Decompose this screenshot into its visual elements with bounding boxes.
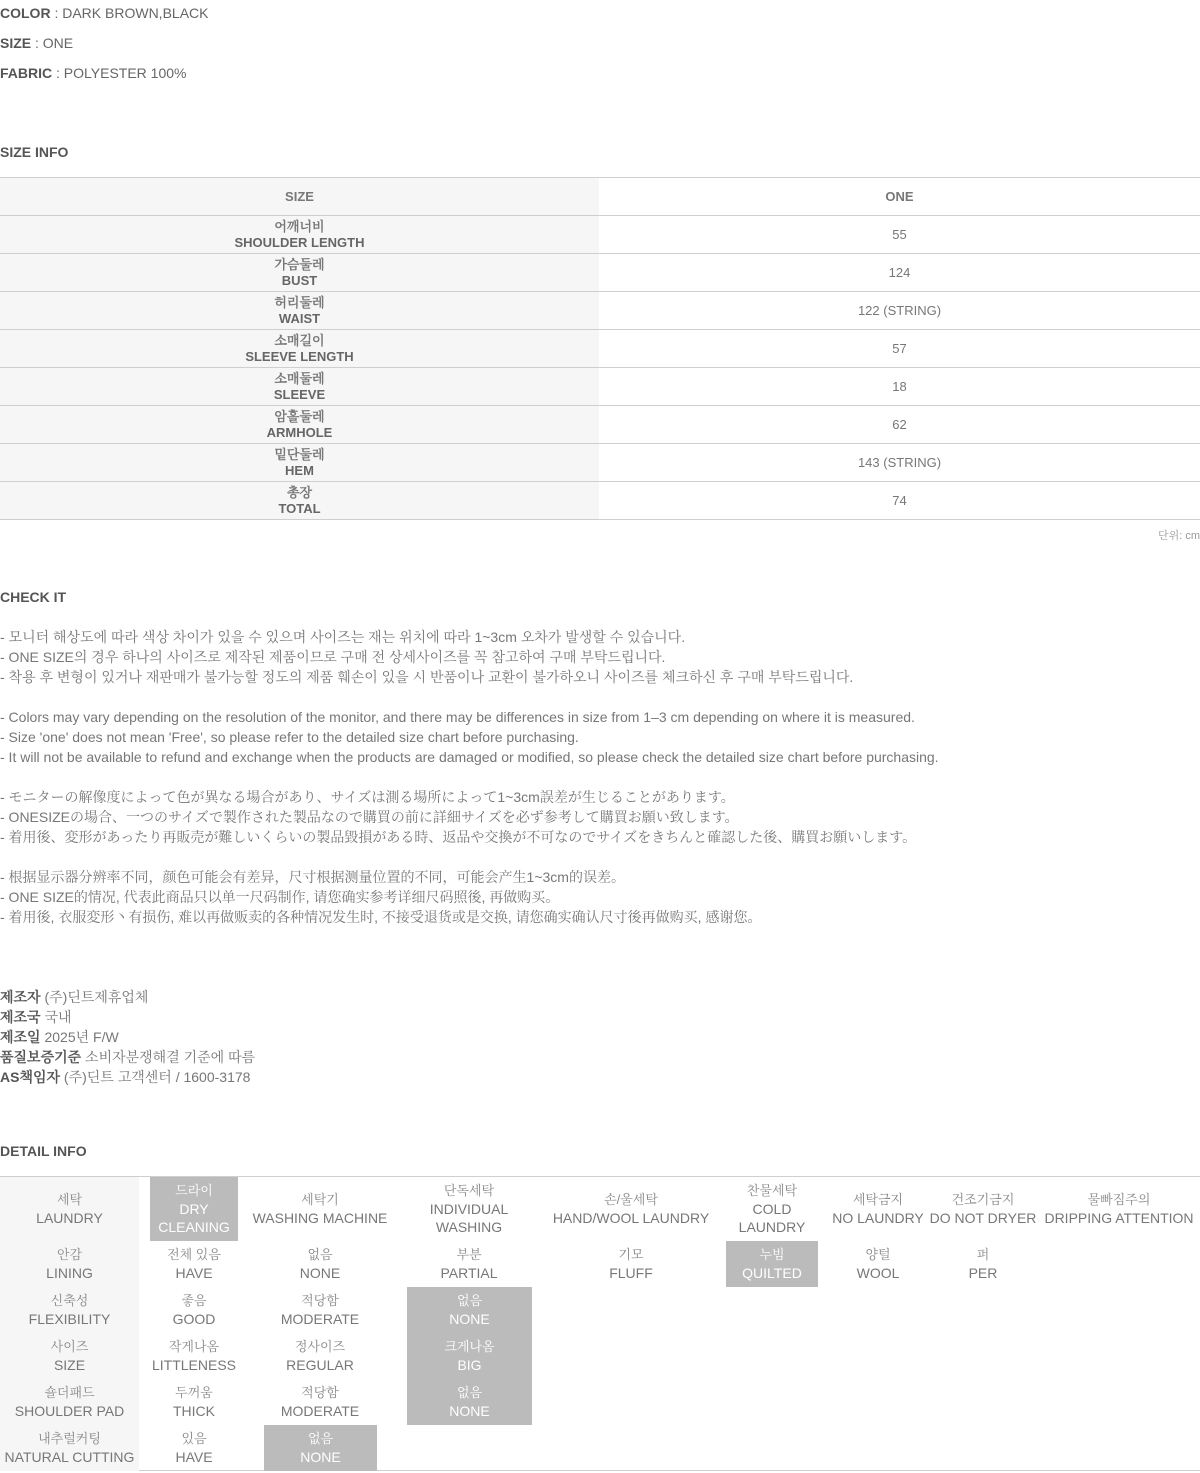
note-line: - ONE SIZE的情况, 代表此商品只以单一尺码制作, 请您确实参考详细尺码照後, 再做购买。	[0, 889, 560, 905]
detail-option-selected	[726, 1241, 818, 1287]
detail-row-label-en: SIZE	[53, 1357, 86, 1373]
maker-value: 소비자분쟁해결 기준에 따름	[81, 1049, 256, 1065]
detail-option-en: THICK	[173, 1403, 215, 1419]
measure-label-en: TOTAL	[278, 500, 321, 516]
detail-option	[832, 1177, 924, 1241]
detail-option	[252, 1241, 388, 1287]
note-line: - Size 'one' does not mean 'Free', so please refer to the detailed size chart before purchasing.	[0, 729, 579, 745]
note-line: - 모니터 해상도에 따라 색상 차이가 있을 수 있으며 사이즈는 재는 위치에 따라 1~3cm 오차가 발생할 수 있습니다.	[0, 629, 686, 645]
note-line: - 착용 후 변형이 있거나 재판매가 불가능할 정도의 제품 훼손이 있을 시 반품이나 교환이 불가하오니 사이즈를 체크하신 후 구매 부탁드립니다.	[0, 669, 854, 685]
note-line: - 根据显示器分辨率不同，颜色可能会有差异，尺寸根据测量位置的不同，可能会产生1~3cm的误差。	[0, 869, 625, 885]
detail-option	[1044, 1177, 1194, 1241]
size-table	[0, 177, 1200, 520]
measure-value: 55	[599, 216, 1200, 254]
detail-option-ko: 적당함	[301, 1293, 339, 1308]
measure-label	[0, 330, 599, 368]
detail-option-ko: 세탁금지	[852, 1192, 904, 1207]
detail-option-ko: 없음	[456, 1293, 483, 1308]
detail-option-en: HAND/WOOL LAUNDRY	[552, 1210, 710, 1226]
detail-option-ko: 정사이즈	[294, 1339, 346, 1354]
spec-fabric-value: : POLYESTER 100%	[52, 65, 187, 81]
detail-option-en: PER	[968, 1265, 998, 1281]
measure-label-ko: 총장	[286, 484, 313, 500]
detail-row-label	[0, 1333, 139, 1379]
detail-option-selected	[407, 1287, 532, 1333]
detail-option	[252, 1177, 388, 1241]
detail-option-en: DRY CLEANING	[158, 1201, 230, 1235]
measure-label-ko: 어깨너비	[274, 218, 325, 234]
measure-label-en: SHOULDER LENGTH	[234, 234, 365, 250]
maker-label: 품질보증기준	[0, 1049, 82, 1065]
measure-label-ko: 소매둘레	[274, 370, 325, 386]
detail-option-en: PARTIAL	[440, 1265, 498, 1281]
table-row	[0, 216, 1200, 254]
note-line: - Colors may vary depending on the resolution of the monitor, and there may be differences in size from 1–3 cm depending on where it is measured.	[0, 709, 915, 725]
measure-value: 124	[599, 254, 1200, 292]
note-line: - 着用後, 衣服変形丶有损伤, 难以再做贩卖的各种情况发生时, 不接受退货或是交换, 请您确实确认尺寸後再做购买, 感谢您。	[0, 909, 762, 925]
table-row	[0, 406, 1200, 444]
detail-option-ko: 기모	[618, 1247, 644, 1262]
detail-option	[718, 1177, 826, 1241]
note-line: - It will not be available to refund and exchange when the products are damaged or modified, so please check the detailed size chart before purchasing.	[0, 749, 939, 765]
measure-label-en: HEM	[285, 462, 314, 478]
maker-label: 제조자	[0, 989, 41, 1005]
detail-option-en: DRIPPING ATTENTION	[1044, 1210, 1194, 1226]
detail-option	[150, 1287, 238, 1333]
maker-line	[0, 1007, 255, 1027]
maker-label: AS책임자	[0, 1069, 61, 1085]
detail-option-en: NONE	[299, 1265, 341, 1281]
detail-option-en: REGULAR	[286, 1357, 354, 1373]
detail-option	[552, 1177, 710, 1241]
detail-option	[252, 1333, 388, 1379]
detail-option-en: NO LAUNDRY	[832, 1210, 924, 1226]
detail-option-ko: 작게나옴	[168, 1339, 220, 1354]
maker-value: 국내	[40, 1009, 72, 1025]
check-it-notes	[0, 627, 939, 927]
measure-value: 62	[599, 406, 1200, 444]
spec-size-label: SIZE	[0, 35, 32, 51]
detail-option-ko: 전체 있음	[167, 1247, 221, 1262]
detail-option-en: COLD LAUNDRY	[738, 1201, 806, 1235]
detail-option-ko: 부분	[456, 1247, 482, 1262]
maker-label: 제조국	[0, 1009, 41, 1025]
spec-fabric	[0, 63, 186, 83]
measure-label-ko: 밑단둘레	[274, 446, 325, 462]
maker-line	[0, 1027, 255, 1047]
detail-option-en: HAVE	[175, 1449, 213, 1465]
spec-size-value: : ONE	[31, 35, 74, 51]
unit-note: 단위: cm	[1157, 530, 1200, 542]
detail-row-label-ko: 사이즈	[50, 1339, 89, 1354]
size-table-header	[0, 178, 1200, 216]
detail-option	[252, 1379, 388, 1425]
detail-option-ko: 건조기금지	[951, 1192, 1015, 1207]
measure-label	[0, 444, 599, 482]
table-row	[0, 330, 1200, 368]
maker-line	[0, 1047, 255, 1067]
detail-row-label	[0, 1379, 139, 1425]
detail-row-label-en: SHOULDER PAD	[14, 1403, 125, 1419]
detail-option-ko: 크게나옴	[444, 1339, 495, 1354]
spec-size	[0, 33, 73, 53]
maker-line	[0, 1067, 255, 1087]
measure-value: 122 (STRING)	[599, 292, 1200, 330]
size-info-heading: SIZE INFO	[0, 144, 69, 160]
note-line: - 着用後、変形があったり再販売が難しいくらいの製品毀損がある時、返品や交換が不可なのでサイズをきちんと確認した後、購買お願いします。	[0, 829, 917, 845]
detail-option-ko: 세탁기	[301, 1192, 339, 1207]
measure-label	[0, 482, 599, 520]
measure-value: 18	[599, 368, 1200, 406]
detail-option-ko: 손/울세탁	[604, 1192, 658, 1207]
check-it-heading: CHECK IT	[0, 589, 67, 605]
detail-option-en: MODERATE	[280, 1311, 360, 1327]
detail-row-label-en: NATURAL CUTTING	[4, 1449, 135, 1465]
measure-label-en: SLEEVE	[273, 386, 326, 402]
detail-option	[150, 1241, 238, 1287]
detail-option-selected	[264, 1425, 377, 1471]
detail-option-en: WOOL	[856, 1265, 900, 1281]
detail-row-label-ko: 신축성	[50, 1293, 89, 1308]
detail-option-en: HAVE	[175, 1265, 213, 1281]
detail-option-selected	[150, 1177, 238, 1241]
detail-option-ko: 찬물세탁	[746, 1183, 798, 1198]
measure-label	[0, 254, 599, 292]
measure-label-en: WAIST	[278, 310, 321, 326]
note-line: - ONE SIZE의 경우 하나의 사이즈로 제작된 제품이므로 구매 전 상세사이즈를 꼭 참고하여 구매 부탁드립니다.	[0, 649, 666, 665]
detail-option	[396, 1241, 542, 1287]
measure-label-en: SLEEVE LENGTH	[245, 348, 354, 364]
detail-option-en: NONE	[300, 1449, 341, 1465]
detail-option-ko: 양털	[865, 1247, 891, 1262]
size-header-value: ONE	[599, 178, 1200, 216]
detail-option-en: BIG	[457, 1357, 482, 1373]
detail-row-label-en: FLEXIBILITY	[28, 1311, 111, 1327]
detail-option-en: QUILTED	[742, 1265, 802, 1281]
detail-option-en: NONE	[449, 1311, 490, 1327]
table-row	[0, 368, 1200, 406]
table-row	[0, 482, 1200, 520]
measure-value: 74	[599, 482, 1200, 520]
detail-row-label-ko: 세탁	[56, 1192, 83, 1207]
detail-option-ko: 물빠짐주의	[1087, 1192, 1151, 1207]
detail-option	[552, 1241, 710, 1287]
detail-row-label	[0, 1287, 139, 1333]
detail-option-ko: 없음	[456, 1385, 483, 1400]
spec-color-value: : DARK BROWN,BLACK	[50, 5, 209, 21]
detail-option	[150, 1379, 238, 1425]
detail-option-en: NONE	[449, 1403, 490, 1419]
detail-option-ko: 적당함	[301, 1385, 339, 1400]
detail-row-label	[0, 1241, 139, 1287]
measure-label	[0, 406, 599, 444]
detail-option-ko: 없음	[307, 1431, 334, 1446]
measure-label-ko: 암홀둘레	[274, 408, 325, 424]
detail-row-label-ko: 내추럴커팅	[38, 1431, 101, 1446]
detail-option-ko: 퍼	[976, 1247, 990, 1262]
measure-label	[0, 292, 599, 330]
note-line: - ONESIZEの場合、一つのサイズで製作された製品なので購買の前に詳細サイズを必ず参考して購買お願い致します。	[0, 809, 739, 825]
spec-color-label: COLOR	[0, 5, 51, 21]
detail-option-ko: 드라이	[175, 1183, 213, 1198]
detail-option-en: WASHING MACHINE	[252, 1210, 388, 1226]
detail-option-ko: 있음	[181, 1431, 207, 1446]
detail-option-ko: 단독세탁	[443, 1183, 495, 1198]
detail-option	[150, 1425, 238, 1471]
detail-option	[832, 1241, 924, 1287]
note-line: - モニターの解像度によって色が異なる場合があり、サイズは測る場所によって1~3cm誤差が生じることがあります。	[0, 789, 735, 805]
measure-label-en: BUST	[281, 272, 318, 288]
detail-row-label-en: LAUNDRY	[36, 1210, 103, 1226]
table-row	[0, 254, 1200, 292]
detail-option	[928, 1177, 1038, 1241]
detail-row-label	[0, 1425, 139, 1471]
detail-info-heading: DETAIL INFO	[0, 1143, 87, 1159]
detail-option	[150, 1333, 238, 1379]
measure-label	[0, 368, 599, 406]
detail-row-label-ko: 안감	[56, 1247, 83, 1262]
detail-option-en: GOOD	[172, 1311, 216, 1327]
detail-row-label	[0, 1177, 139, 1241]
detail-option-ko: 좋음	[181, 1293, 207, 1308]
maker-value: (주)딘트 고객센터 / 1600-3178	[60, 1069, 251, 1085]
maker-label: 제조일	[0, 1029, 41, 1045]
measure-label-ko: 가슴둘레	[274, 256, 325, 272]
measure-label	[0, 216, 599, 254]
maker-line	[0, 987, 255, 1007]
detail-option-en: DO NOT DRYER	[929, 1210, 1037, 1226]
detail-option-ko: 두꺼움	[175, 1385, 213, 1400]
spec-fabric-label: FABRIC	[0, 65, 53, 81]
detail-option-en: MODERATE	[280, 1403, 360, 1419]
spec-color	[0, 3, 208, 23]
measure-label-en: ARMHOLE	[266, 424, 333, 440]
detail-option	[928, 1241, 1038, 1287]
table-row	[0, 292, 1200, 330]
measure-value: 57	[599, 330, 1200, 368]
detail-option-en: LITTLENESS	[151, 1357, 237, 1373]
detail-option	[396, 1177, 542, 1241]
measure-value: 143 (STRING)	[599, 444, 1200, 482]
detail-row-label-ko: 숄더패드	[44, 1385, 95, 1400]
detail-row-label-en: LINING	[46, 1265, 93, 1281]
detail-option-en: FLUFF	[609, 1265, 653, 1281]
detail-option-en: INDIVIDUAL WASHING	[429, 1201, 509, 1235]
detail-option-selected	[407, 1379, 532, 1425]
maker-info	[0, 987, 255, 1087]
detail-option-ko: 누빔	[759, 1247, 785, 1262]
detail-option-selected	[407, 1333, 532, 1379]
maker-value: 2025년 F/W	[40, 1029, 119, 1045]
size-header-label: SIZE	[0, 178, 599, 216]
detail-option	[252, 1287, 388, 1333]
maker-value: (주)딘트제휴업체	[40, 989, 149, 1005]
measure-label-ko: 소매길이	[274, 332, 325, 348]
detail-option-ko: 없음	[307, 1247, 333, 1262]
measure-label-ko: 허리둘레	[274, 294, 325, 310]
table-row	[0, 444, 1200, 482]
